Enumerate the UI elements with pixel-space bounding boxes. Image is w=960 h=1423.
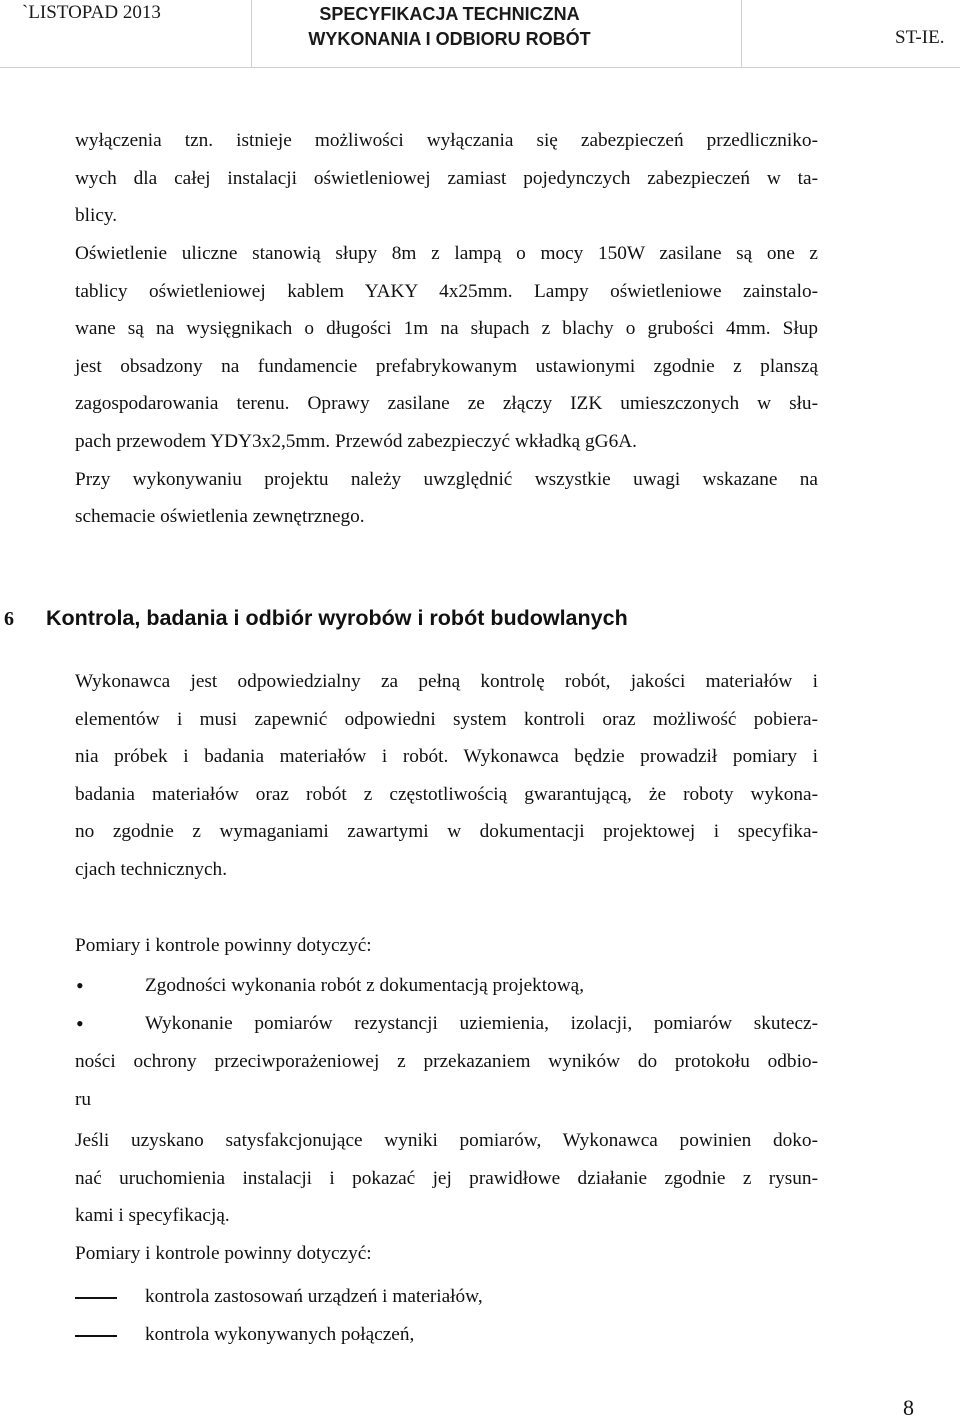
text-line: ności ochrony przeciwporażeniowej z przekazaniem wyników do protokołu odbio- <box>75 1051 818 1072</box>
text-line: wane są na wysięgnikach o długości 1m na słupach z blachy o grubości 4mm. Słup <box>75 318 818 340</box>
section-number: 6 <box>4 608 14 630</box>
text-line: nać uruchomienia instalacji i pokazać jej prawidłowe działanie zgodnie z rysun- <box>75 1167 818 1189</box>
text-line: ru <box>75 1088 92 1110</box>
text-line: wyłączenia tzn. istnieje możliwości wyłączania się zabezpieczeń przedliczniko- <box>75 130 818 151</box>
text-line: jest obsadzony na fundamencie prefabrykowanym ustawionymi zgodnie z planszą <box>75 355 818 377</box>
header-title-line1: SPECYFIKACJA TECHNICZNA <box>319 4 580 24</box>
text-line: cjach technicznych. <box>75 858 228 880</box>
text-line: elementów i musi zapewnić odpowiedni system kontroli oraz możliwość pobiera- <box>75 708 818 730</box>
header-title <box>252 2 647 52</box>
header-date: `LISTOPAD 2013 <box>22 2 161 23</box>
bullet-dot-icon: • <box>76 973 84 998</box>
bullet-item: Zgodności wykonania robót z dokumentacją projektową, <box>145 975 585 996</box>
paragraph-breakers <box>75 122 818 235</box>
paragraph-startup <box>75 1122 818 1235</box>
text-line: Jeśli uzyskano satysfakcjonujące wyniki pomiarów, Wykonawca powinien doko- <box>75 1130 818 1151</box>
measure-intro-2: Pomiary i kontrole powinny dotyczyć: <box>75 1243 372 1264</box>
text-line: nia próbek i badania materiałów i robót. Wykonawca będzie prowadził pomiary i <box>75 746 818 768</box>
text-line: schemacie oświetlenia zewnętrznego. <box>75 506 365 528</box>
text-line: tablicy oświetleniowej kablem YAKY 4x25mm. Lampy oświetleniowe zainstalo- <box>75 280 818 302</box>
dash-item: kontrola zastosowań urządzeń i materiałów, <box>145 1286 483 1307</box>
bullet-dot-icon: • <box>76 1011 84 1036</box>
text-line: blicy. <box>75 205 118 227</box>
text-line: badania materiałów oraz robót z częstotliwością gwarantującą, że roboty wykona- <box>75 783 818 805</box>
paragraph-street-lighting <box>75 235 818 536</box>
bullet-continuation <box>75 1043 818 1118</box>
text-line: Przy wykonywaniu projektu należy uwzględnić wszystkie uwagi wskazane na <box>75 468 818 490</box>
dash-bullet-icon <box>75 1335 117 1337</box>
text-line: Oświetlenie uliczne stanowią słupy 8m z lampą o mocy 150W zasilane są one z <box>75 243 818 264</box>
page-number: 8 <box>903 1395 914 1420</box>
text-line: wych dla całej instalacji oświetleniowej zamiast pojedynczych zabezpieczeń w ta- <box>75 167 818 189</box>
header-title-line2: WYKONANIA I ODBIORU ROBÓT <box>308 29 591 49</box>
text-line: kami i specyfikacją. <box>75 1205 230 1227</box>
header-code: ST-IE. <box>895 27 945 48</box>
text-line: Wykonanie pomiarów rezystancji uziemienia, izolacji, pomiarów skutecz- <box>145 1013 818 1034</box>
bullet-item <box>145 1005 818 1043</box>
dash-bullet-icon <box>75 1297 117 1299</box>
text-line: pach przewodem YDY3x2,5mm. Przewód zabezpieczyć wkładką gG6A. <box>75 430 637 452</box>
page-header <box>0 0 960 69</box>
text-line: Wykonawca jest odpowiedzialny za pełną kontrolę robót, jakości materiałów i <box>75 671 818 692</box>
paragraph-contractor <box>75 663 818 889</box>
text-line: no zgodnie z wymaganiami zawartymi w dokumentacji projektowej i specyfika- <box>75 821 818 843</box>
dash-item: kontrola wykonywanych połączeń, <box>145 1324 415 1345</box>
measure-intro-1: Pomiary i kontrole powinny dotyczyć: <box>75 935 372 956</box>
text-line: zagospodarowania terenu. Oprawy zasilane ze złączy IZK umieszczonych w słu- <box>75 393 818 415</box>
section-title: Kontrola, badania i odbiór wyrobów i robót budowlanych <box>46 606 628 630</box>
